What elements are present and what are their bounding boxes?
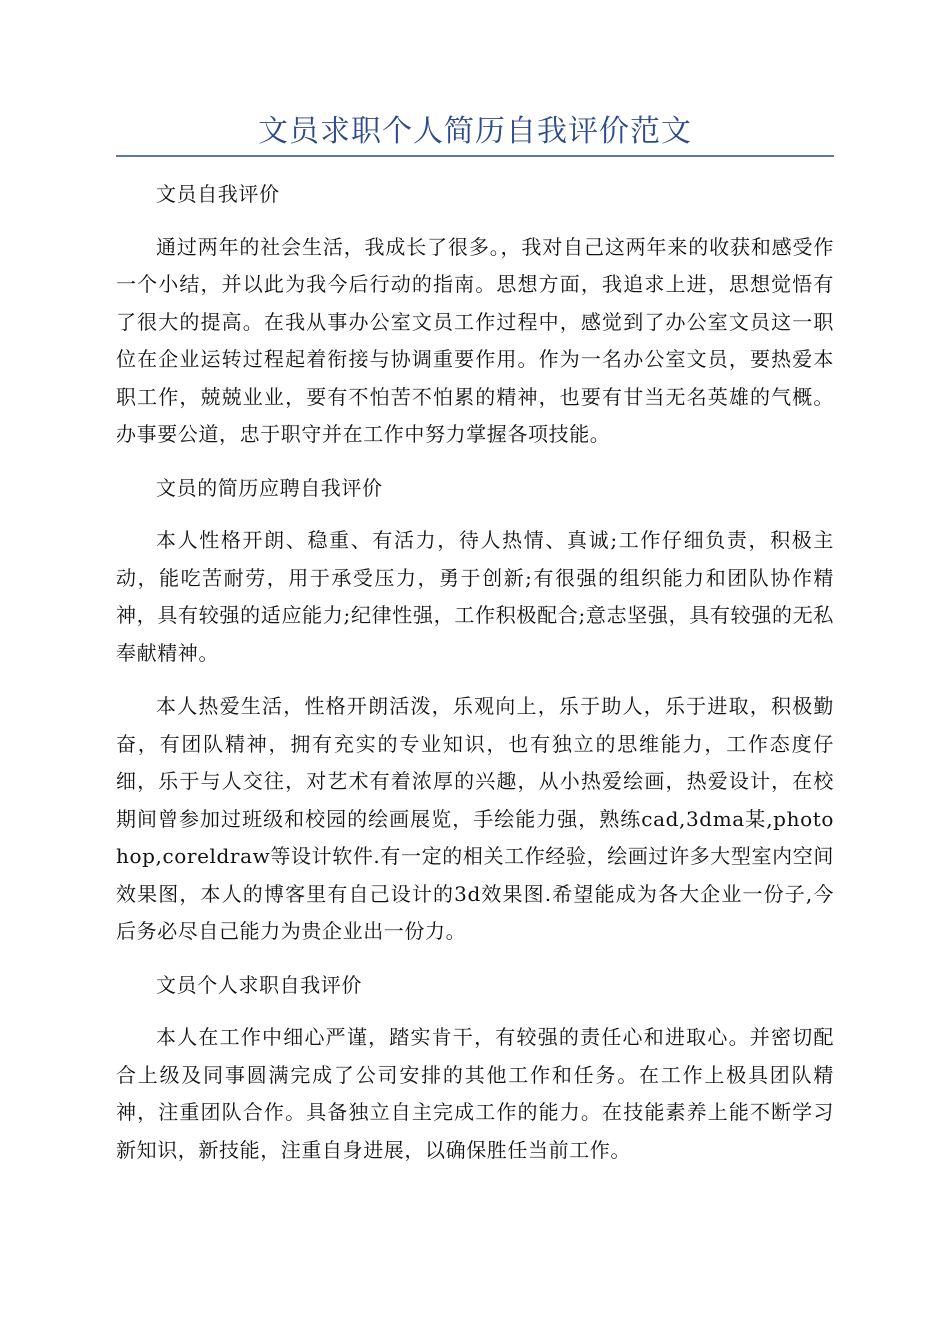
section-heading-resume-evaluation: 文员的简历应聘自我评价	[156, 475, 383, 500]
document-body	[116, 176, 834, 1185]
paragraph-interests-skills: 本人热爱生活，性格开朗活泼，乐观向上，乐于助人，乐于进取，积极勤奋，有团队精神，拥有充实的专业知识，也有独立的思维能力，工作态度仔细，乐于与人交往，对艺术有着浓厚的兴趣，从小热爱绘画，热爱设计，在校期间曾参加过班级和校园的绘画展览，手绘能力强，熟练cad,3dma某,photohop,coreldraw等设计软件.有一定的相关工作经验，绘画过许多大型室内空间效果图，本人的博客里有自己设计的3d效果图.希望能成为各大企业一份子,今后务必尽自己能力为贵企业出一份力。	[116, 694, 834, 943]
paragraph-work-attitude: 本人在工作中细心严谨，踏实肯干，有较强的责任心和进取心。并密切配合上级及同事圆满完成了公司安排的其他工作和任务。在工作上极具团队精神，注重团队合作。具备独立自主完成工作的能力。在技能素养上能不断学习新知识，新技能，注重自身进展，以确保胜任当前工作。	[116, 1025, 834, 1162]
title-underline	[116, 155, 834, 157]
paragraph-self-evaluation: 通过两年的社会生活，我成长了很多。，我对自己这两年来的收获和感受作一个小结，并以此为我今后行动的指南。思想方面，我追求上进，思想觉悟有了很大的提高。在我从事办公室文员工作过程中，感觉到了办公室文员这一职位在企业运转过程起着衔接与协调重要作用。作为一名办公室文员，要热爱本职工作，兢兢业业，要有不怕苦不怕累的精神，也要有甘当无名英雄的气概。办事要公道，忠于职守并在工作中努力掌握各项技能。	[116, 234, 834, 446]
paragraph-personality: 本人性格开朗、稳重、有活力，待人热情、真诚;工作仔细负责，积极主动，能吃苦耐劳，用于承受压力，勇于创新;有很强的组织能力和团队协作精神，具有较强的适应能力;纪律性强，工作积极配合;意志坚强，具有较强的无私奉献精神。	[116, 528, 834, 665]
section-heading-self-evaluation: 文员自我评价	[156, 182, 280, 206]
section-heading-job-evaluation: 文员个人求职自我评价	[156, 972, 362, 997]
document-title: 文员求职个人简历自我评价范文	[258, 114, 692, 149]
